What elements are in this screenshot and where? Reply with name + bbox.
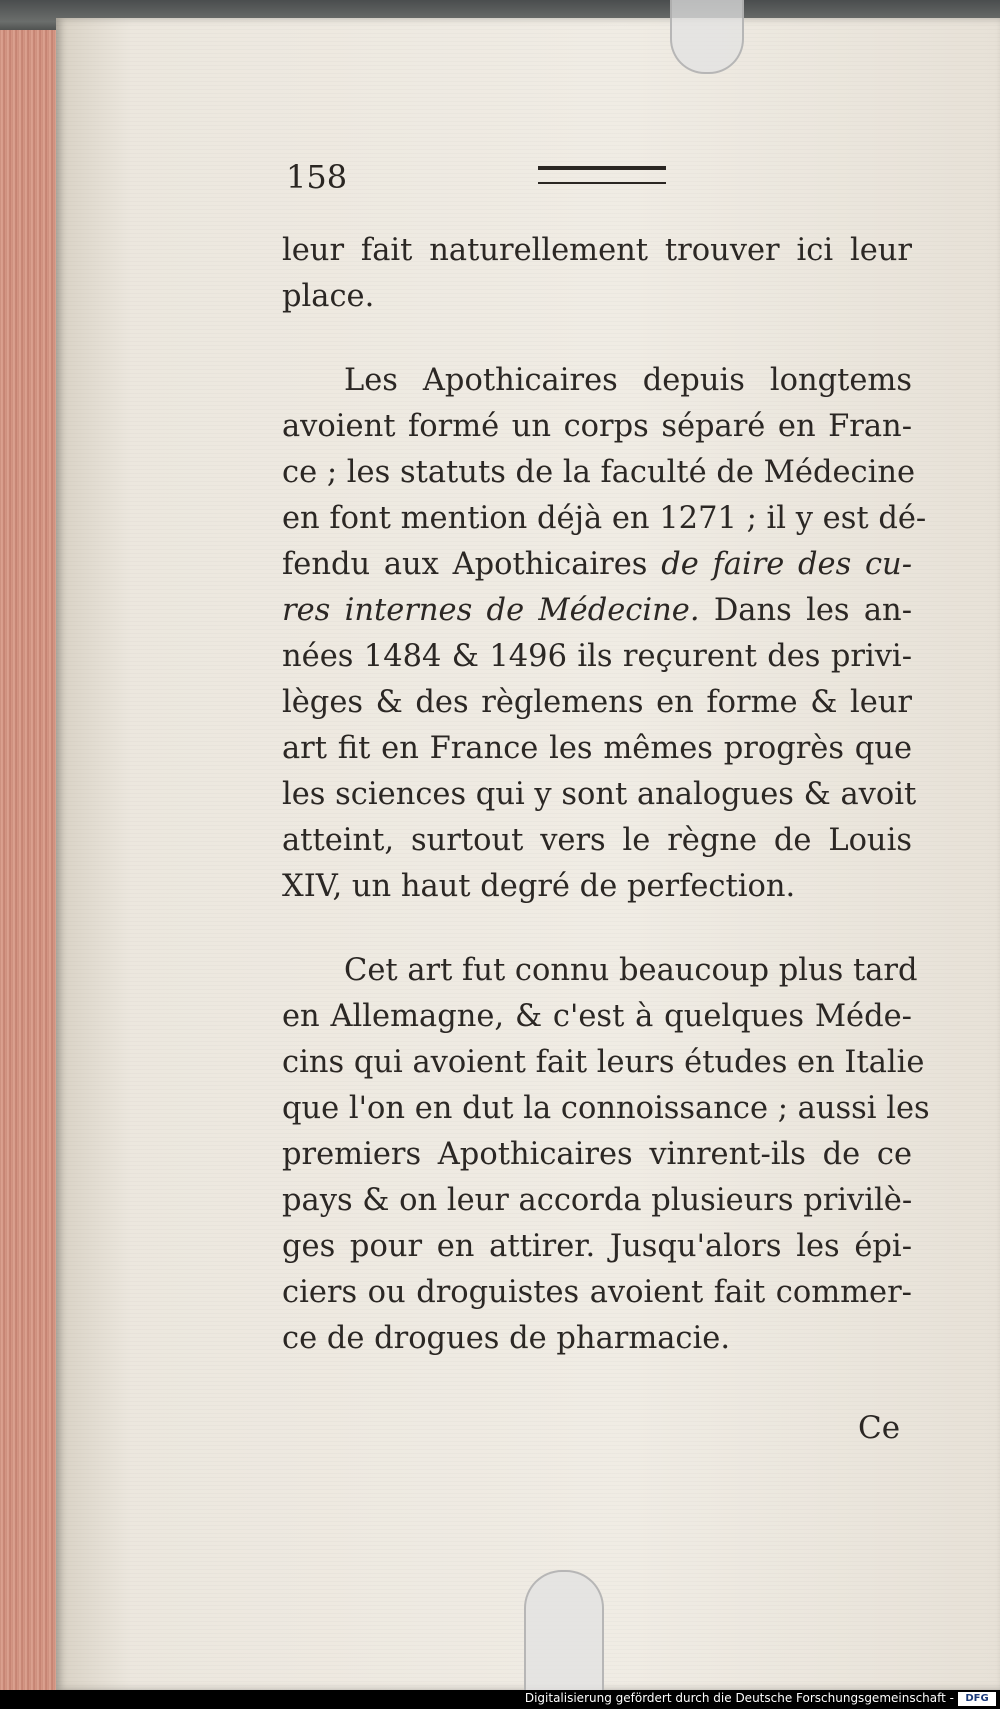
text-line: cins qui avoient fait leurs études en Italie (282, 1045, 925, 1080)
text-line: place. (282, 279, 375, 314)
text-line: Cet art fut connu beaucoup plus tard (344, 953, 918, 988)
digitization-footer (0, 1690, 1000, 1709)
text-fragment: Dans les an- (713, 593, 912, 628)
text-line: ciers ou droguistes avoient fait commer- (282, 1275, 912, 1310)
text-line: atteint, surtout vers le règne de Louis (282, 823, 912, 858)
text-line: ce de drogues de pharmacie. (282, 1321, 731, 1356)
footer-credit: Digitalisierung gefördert durch die Deutsche Forschungsgemeinschaft - (524, 1691, 954, 1705)
italic-fragment: res internes de Médecine. (282, 593, 700, 628)
dfg-logo-icon: DFG (958, 1692, 996, 1706)
text-line: ges pour en attirer. Jusqu'alors les épi- (282, 1229, 912, 1264)
text-line: avoient formé un corps séparé en Fran- (282, 409, 912, 444)
running-head (286, 158, 886, 198)
bottom-page-clip (524, 1570, 604, 1692)
text-line: art fit en France les mêmes progrès que (282, 731, 912, 766)
text-line: premiers Apothicaires vinrent-ils de ce (282, 1137, 912, 1172)
text-fragment: fendu aux Apothicaires (282, 547, 648, 582)
page-edges (0, 30, 60, 1690)
text-line: pays & on leur accorda plusieurs privilè- (282, 1183, 913, 1218)
header-rule (538, 166, 666, 184)
text-line: en Allemagne, & c'est à quelques Méde- (282, 999, 912, 1034)
text-line: nées 1484 & 1496 ils reçurent des privi- (282, 639, 912, 674)
catchword: Ce (858, 1410, 901, 1446)
text-line-mixed (282, 588, 912, 634)
body-text (282, 228, 930, 1362)
top-page-clip (670, 0, 744, 74)
text-line-mixed (282, 542, 912, 588)
text-line: lèges & des règlemens en forme & leur (282, 685, 912, 720)
text-line: leur fait naturellement trouver ici leur (282, 233, 912, 268)
text-line: les sciences qui y sont analogues & avoit (282, 777, 917, 812)
text-line: Les Apothicaires depuis longtems (344, 363, 912, 398)
text-line: que l'on en dut la connoissance ; aussi les (282, 1091, 930, 1126)
text-line: en font mention déjà en 1271 ; il y est dé- (282, 501, 927, 536)
page-number: 158 (286, 158, 348, 196)
text-line: ce ; les statuts de la faculté de Médecine (282, 455, 916, 490)
text-line: XIV, un haut degré de perfection. (282, 869, 796, 904)
italic-fragment: de faire des cu- (661, 547, 912, 582)
